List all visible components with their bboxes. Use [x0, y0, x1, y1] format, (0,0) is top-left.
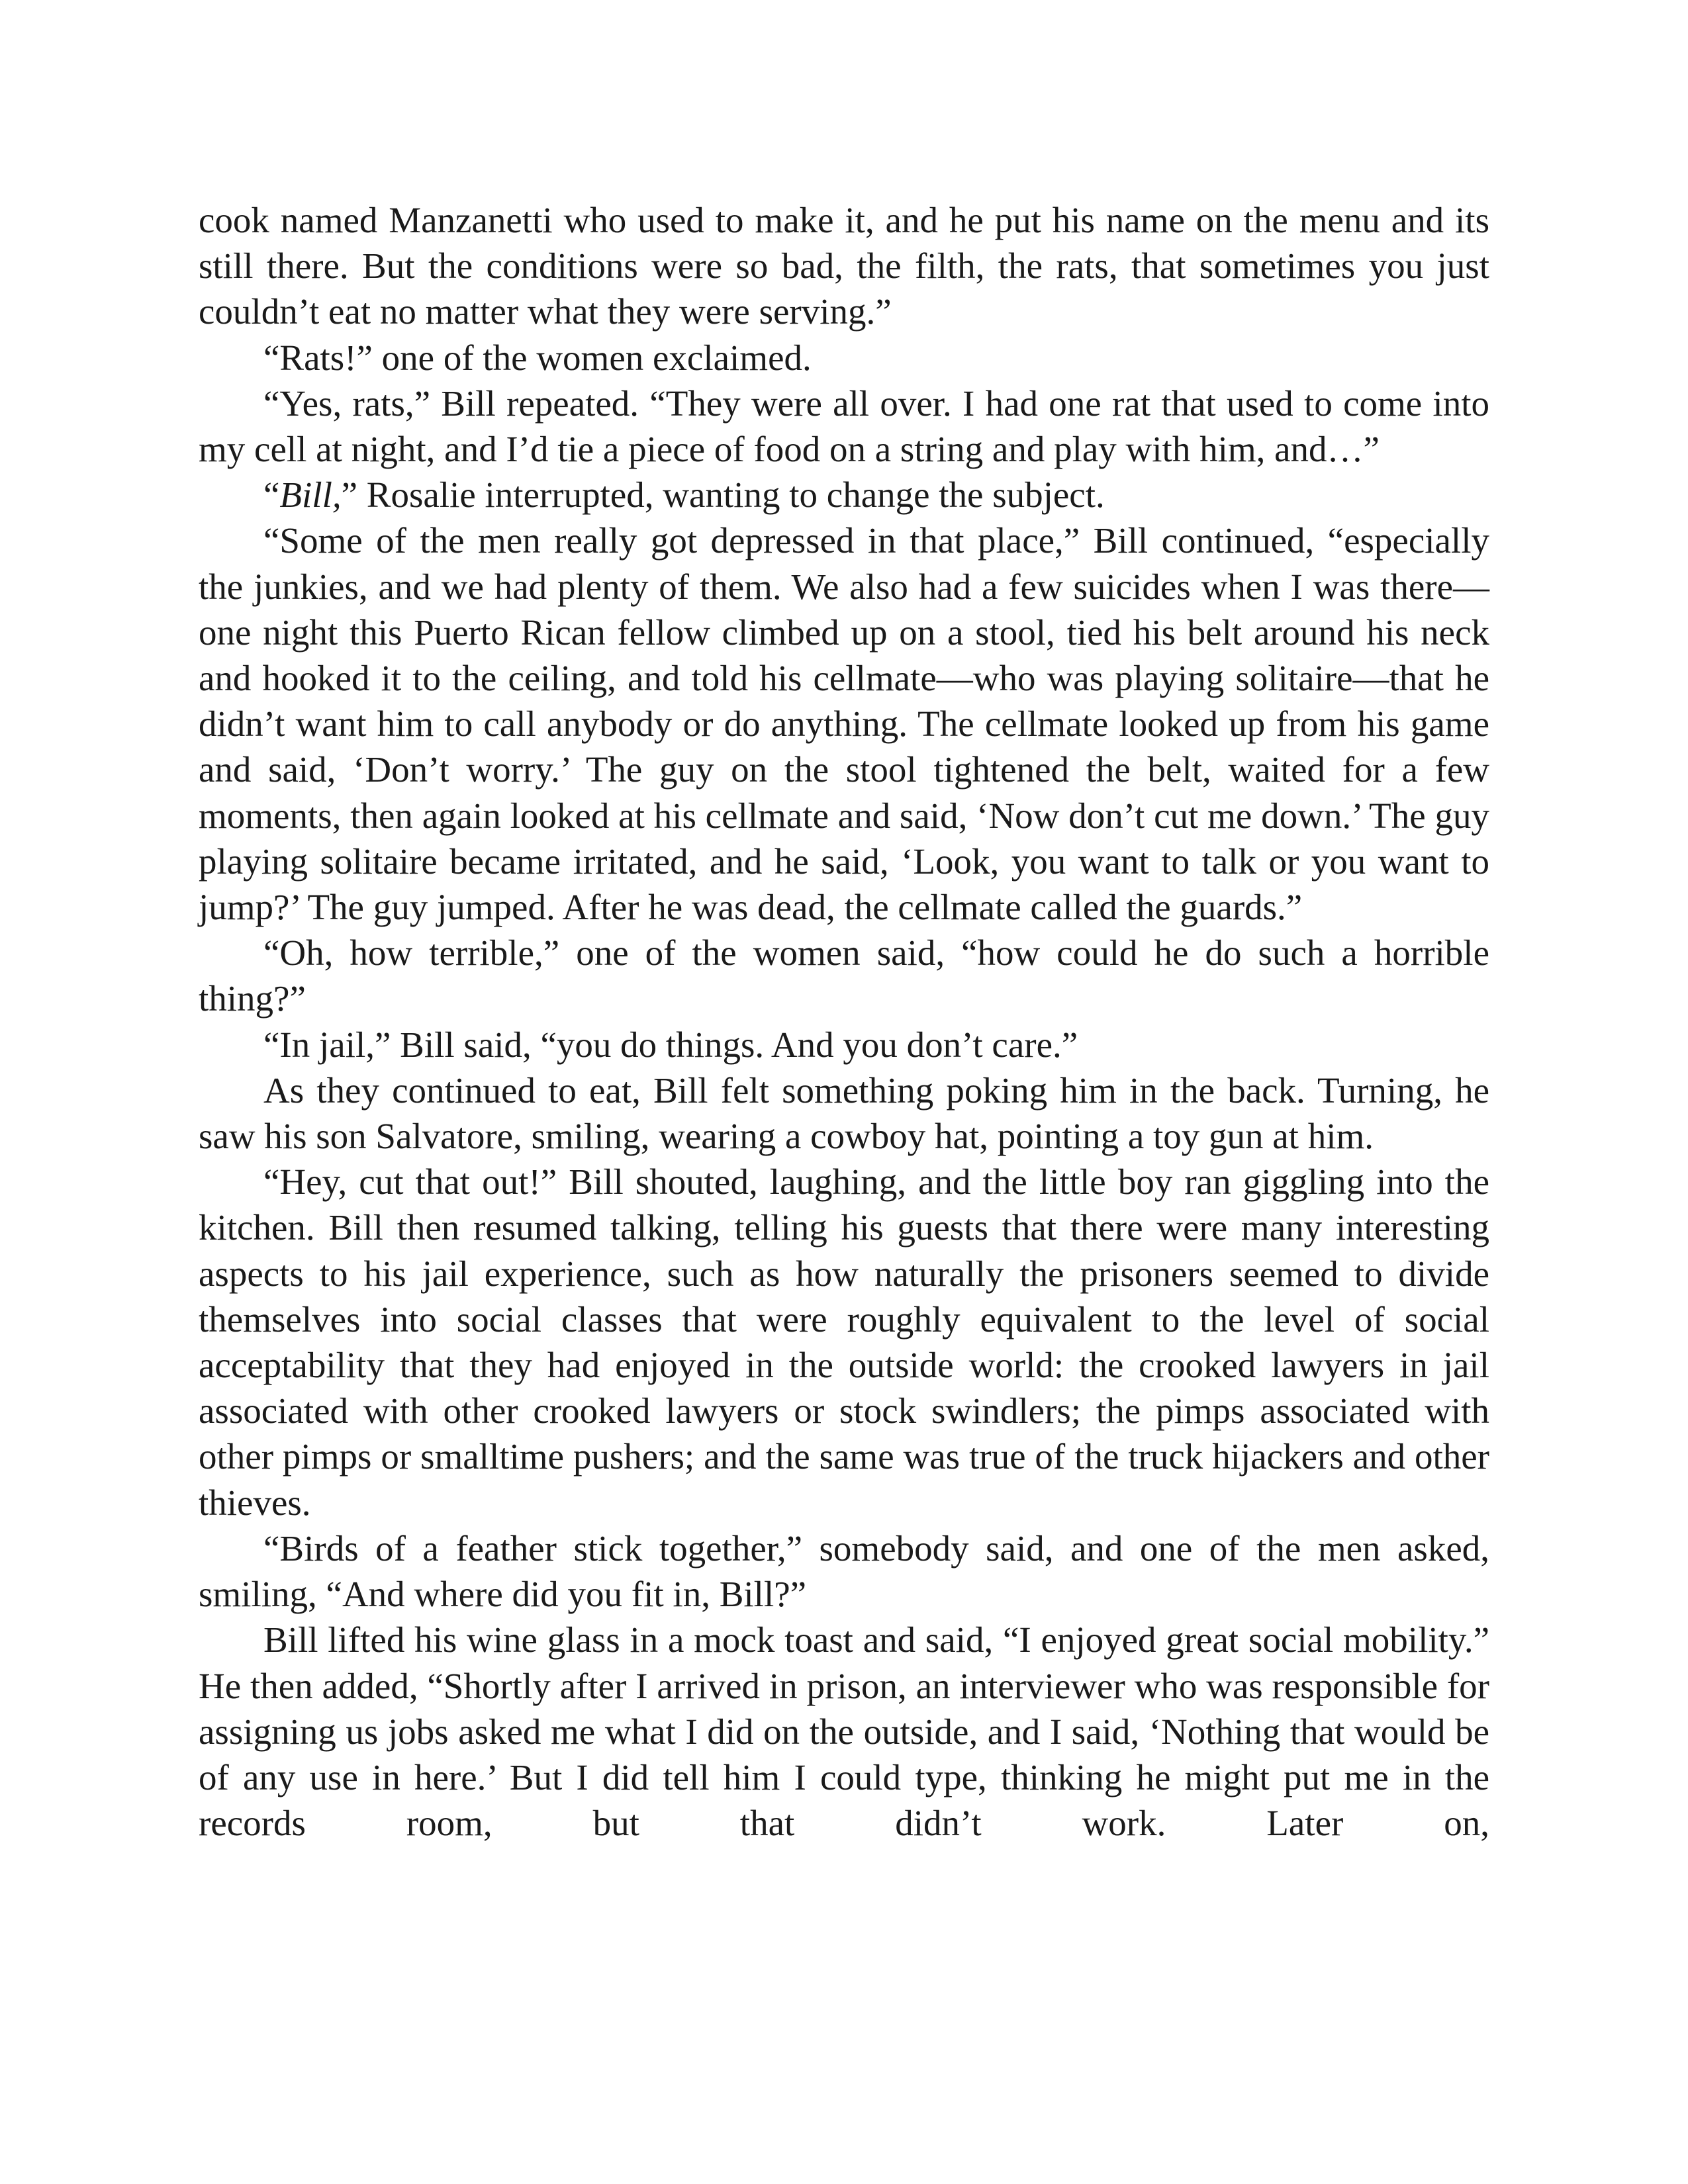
paragraph-text: “Oh, how terrible,” one of the women said, “how could he do such a horrible thing?”: [199, 933, 1489, 1019]
body-text: [199, 197, 1489, 1846]
paragraph-text: ” Rosalie interrupted, wanting to change the subject.: [341, 475, 1105, 516]
paragraph: [199, 1159, 1489, 1525]
paragraph-continued: [199, 197, 1489, 335]
paragraph-text: Bill lifted his wine glass in a mock toast and said, “I enjoyed great social mobility.” He then added, “Shortly after I arrived in prison, an interviewer who was responsible for assigning us jobs asked me what I did on the outside, and I said, ‘Nothing that would be of any use in here.’ But I did tell him I could type, thinking he might put me in the records room, but that didn’t work. Later on,: [199, 1619, 1489, 1844]
paragraph-text: “Birds of a feather stick together,” somebody said, and one of the men asked, smiling, “And where did you fit in, Bill?”: [199, 1527, 1489, 1615]
paragraph: [199, 1525, 1489, 1617]
paragraph-text: cook named Manzanetti who used to make it, and he put his name on the menu and its still there. But the conditions were so bad, the filth, the rats, that sometimes you just couldn’t eat no matter what they were serving.”: [199, 200, 1489, 332]
paragraph-text: “: [263, 475, 280, 516]
paragraph: [199, 518, 1489, 930]
paragraph-text: As they continued to eat, Bill felt something poking him in the back. Turning, he saw his son Salvatore, smiling, wearing a cowboy hat, pointing a toy gun at him.: [199, 1069, 1489, 1157]
paragraph-text: “In jail,” Bill said, “you do things. And you don’t care.”: [263, 1024, 1078, 1065]
paragraph: [199, 335, 1489, 381]
italic-name: Bill,: [279, 475, 342, 516]
paragraph-text: “Hey, cut that out!” Bill shouted, laughing, and the little boy ran giggling into the kitchen. Bill then resumed talking, telling his guests that there were many interesting aspects to his jail experience, such as how naturally the prisoners seemed to divide themselves into social classes that were roughly equivalent to the level of social acceptability that they had enjoyed in the outside world: the crooked lawyers in jail associated with other crooked lawyers or stock swindlers; the pimps associated with other pimps or smalltime pushers; and the same was true of the truck hijackers and other thieves.: [199, 1161, 1489, 1523]
paragraph-text: “Rats!” one of the women exclaimed.: [263, 337, 812, 378]
paragraph-continues: [199, 1617, 1489, 1846]
paragraph: [199, 381, 1489, 472]
paragraph-text: “Some of the men really got depressed in that place,” Bill continued, “especially the junkies, and we had plenty of them. We also had a few suicides when I was there—one night this Puerto Rican fellow climbed up on a stool, tied his belt around his neck and hooked it to the ceiling, and told his cellmate—who was playing solitaire—that he didn’t want him to call anybody or do anything. The cellmate looked up from his game and said, ‘Don’t worry.’ The guy on the stool tightened the belt, waited for a few moments, then again looked at his cellmate and said, ‘Now don’t cut me down.’ The guy playing solitaire became irritated, and he said, ‘Look, you want to talk or you want to jump?’ The guy jumped. After he was dead, the cellmate called the guards.”: [199, 520, 1489, 928]
paragraph: [199, 930, 1489, 1021]
paragraph: [199, 472, 1489, 518]
paragraph-text: “Yes, rats,” Bill repeated. “They were all over. I had one rat that used to come into my cell at night, and I’d tie a piece of food on a string and play with him, and…”: [199, 383, 1489, 470]
paragraph: [199, 1022, 1489, 1068]
paragraph: [199, 1068, 1489, 1159]
